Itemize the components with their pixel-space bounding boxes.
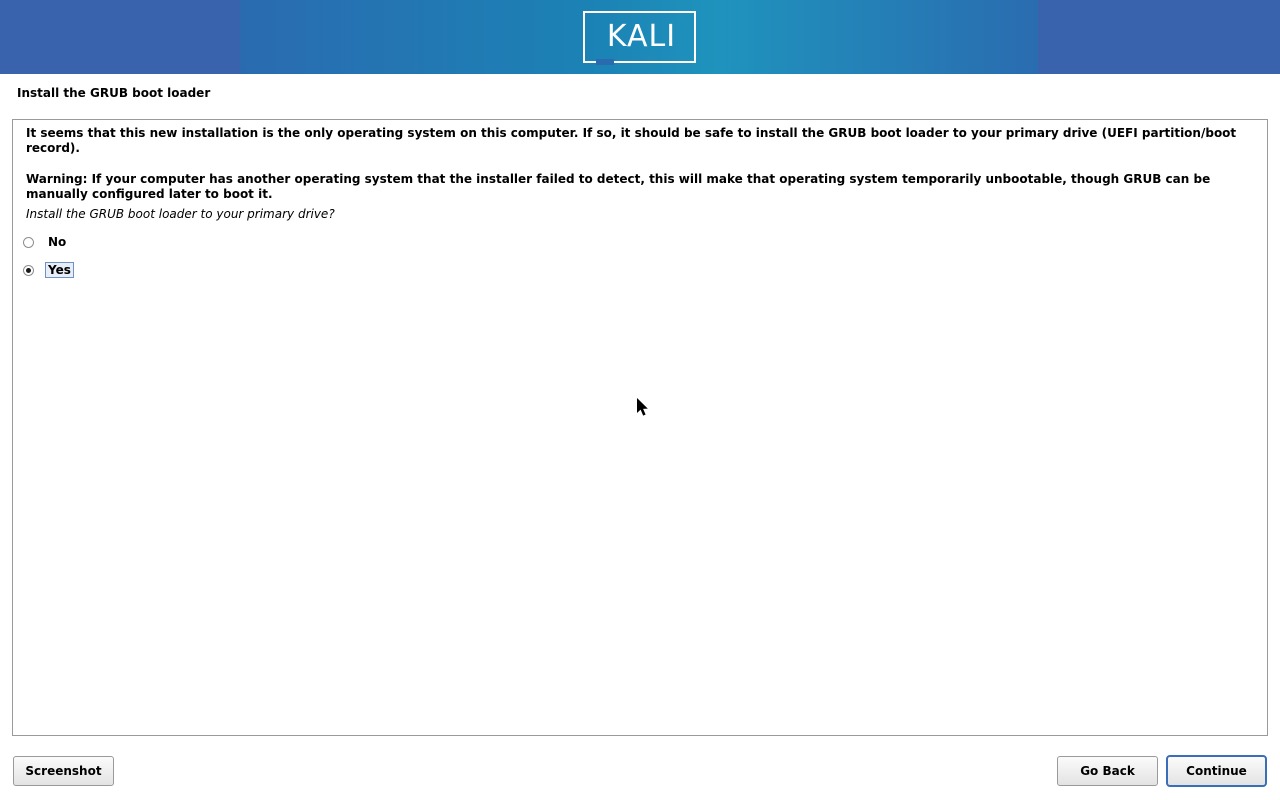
go-back-button[interactable]: Go Back bbox=[1057, 756, 1158, 786]
kali-logo-text: KALI bbox=[606, 19, 677, 54]
warning-paragraph: Warning: If your computer has another operating system that the installer failed to detect, this will make that operating system temporarily unbootable, though GRUB can be manually configured later to boot it. bbox=[26, 172, 1211, 201]
page-title: Install the GRUB boot loader bbox=[17, 86, 211, 100]
continue-button[interactable]: Continue bbox=[1166, 755, 1267, 787]
radio-label-no[interactable]: No bbox=[48, 235, 67, 249]
radio-icon-no[interactable] bbox=[23, 237, 34, 248]
radio-option-no[interactable] bbox=[23, 233, 69, 251]
kali-logo bbox=[583, 11, 696, 63]
kali-logo-notch bbox=[596, 59, 614, 65]
radio-label-yes[interactable]: Yes bbox=[45, 262, 74, 278]
banner-underline bbox=[0, 74, 1280, 76]
info-paragraph: It seems that this new installation is the only operating system on this computer. If so, it should be safe to install the GRUB boot loader to your primary drive (UEFI partition/boot record). bbox=[26, 126, 1237, 155]
kali-banner bbox=[0, 0, 1280, 74]
screenshot-button[interactable]: Screenshot bbox=[13, 756, 114, 786]
radio-icon-yes[interactable] bbox=[23, 265, 34, 276]
radio-option-yes[interactable] bbox=[23, 261, 74, 279]
installer-content-panel bbox=[12, 119, 1268, 736]
question-label: Install the GRUB boot loader to your primary drive? bbox=[26, 207, 335, 221]
